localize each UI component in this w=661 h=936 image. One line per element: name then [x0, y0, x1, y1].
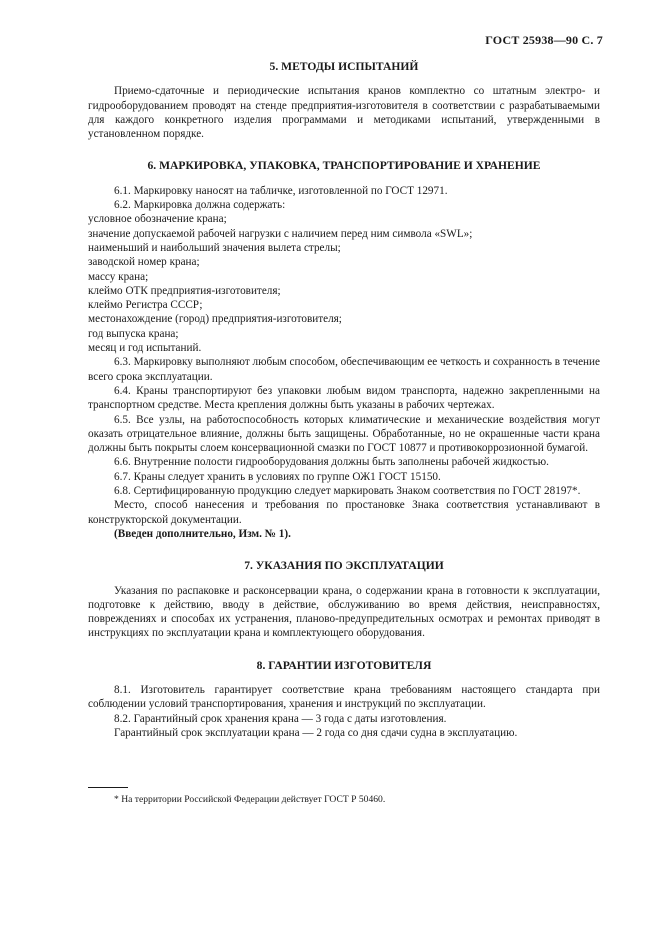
clause-6-8-continued: Место, способ нанесения и требования по простановке Знака соответствия устанавливают в конструкторской документации. — [88, 499, 600, 526]
clause-6-5: 6.5. Все узлы, на работоспособность которых климатические и механические воздействия могут оказать отрицательное влияние, должны быть защищены. Обработанные, но не окрашенные части крана должны быть покрыты слоем консервационной смазки по ГОСТ 10877 и противокоррозионной бумагой. — [88, 413, 600, 455]
footnote: * На территории Российской Федерации действует ГОСТ Р 50460. — [114, 794, 386, 805]
clause-6-2: 6.2. Маркировка должна содержать: — [114, 199, 286, 212]
warranty-operation: Гарантийный срок эксплуатации крана — 2 года со дня сдачи судна в эксплуатацию. — [114, 726, 518, 739]
clause-6-6: 6.6. Внутренние полости гидрооборудования должны быть заполнены рабочей жидкостью. — [114, 456, 549, 469]
section-7-title: 7. УКАЗАНИЯ ПО ЭКСПЛУАТАЦИИ — [244, 559, 444, 573]
marking-item: условное обозначение крана; — [88, 213, 227, 226]
clause-6-3: 6.3. Маркировку выполняют любым способом, обеспечивающим ее четкость и сохранность в течение всего срока эксплуатации. — [88, 356, 600, 383]
clause-6-7: 6.7. Краны следует хранить в условиях по группе ОЖ1 ГОСТ 15150. — [114, 470, 441, 483]
section-6-title: 6. МАРКИРОВКА, УПАКОВКА, ТРАНСПОРТИРОВАНИЕ И ХРАНЕНИЕ — [147, 159, 541, 173]
section-8-title: 8. ГАРАНТИИ ИЗГОТОВИТЕЛЯ — [256, 658, 432, 672]
section-5-title: 5. МЕТОДЫ ИСПЫТАНИЙ — [269, 60, 419, 73]
marking-item: клеймо Регистра СССР; — [88, 299, 203, 312]
marking-item: наименьший и наибольший значения вылета стрелы; — [88, 241, 341, 254]
clause-6-1: 6.1. Маркировку наносят на табличке, изготовленной по ГОСТ 12971. — [114, 184, 448, 197]
clause-8-1: 8.1. Изготовитель гарантирует соответствие крана требованиям настоящего стандарта при соблюдении условий транспортирования, хранения и инструкций по эксплуатации. — [88, 683, 600, 711]
marking-item: год выпуска крана; — [88, 327, 179, 340]
marking-item: массу крана; — [88, 270, 149, 283]
marking-item: клеймо ОТК предприятия-изготовителя; — [88, 284, 281, 297]
section-7-text: Указания по распаковке и расконсервации крана, о содержании крана в готовности к эксплуатации, подготовке к действию, вводу в действие, обслуживанию во время действия, неисправностях, повреждениях и способах их устранения, планово-предупредительных осмотрах и ремонтах приводят в инструкциях по эксплуатации крана и комплектующего оборудования. — [88, 584, 600, 640]
clause-6-8: 6.8. Сертифицированную продукцию следует маркировать Знаком соответствия по ГОСТ 28197*. — [114, 485, 581, 498]
footnote-separator — [88, 787, 128, 788]
marking-item: заводской номер крана; — [88, 256, 200, 269]
page-header: ГОСТ 25938—90 С. 7 — [485, 33, 603, 47]
clause-8-2: 8.2. Гарантийный срок хранения крана — 3 года с даты изготовления. — [114, 712, 447, 725]
marking-item: месяц и год испытаний. — [88, 342, 202, 355]
section-5-text: Приемо-сдаточные и периодические испытания кранов комплектно со штатным электро- и гидрооборудованием проводят на стенде предприятия-изготовителя в соответствии с разрабатываемыми для каждого конкретного изделия программами и методиками испытаний, утвержденными в установленном порядке. — [88, 85, 600, 141]
marking-item: значение допускаемой рабочей нагрузки с наличием перед ним символа «SWL»; — [88, 227, 473, 240]
marking-item: местонахождение (город) предприятия-изготовителя; — [88, 313, 342, 326]
clause-6-4: 6.4. Краны транспортируют без упаковки любым видом транспорта, надежно закрепленными на транспортном средстве. Места крепления должны быть указаны в рабочих чертежах. — [88, 384, 600, 412]
amendment-note: (Введен дополнительно, Изм. № 1). — [114, 527, 291, 540]
document-body — [88, 60, 600, 740]
